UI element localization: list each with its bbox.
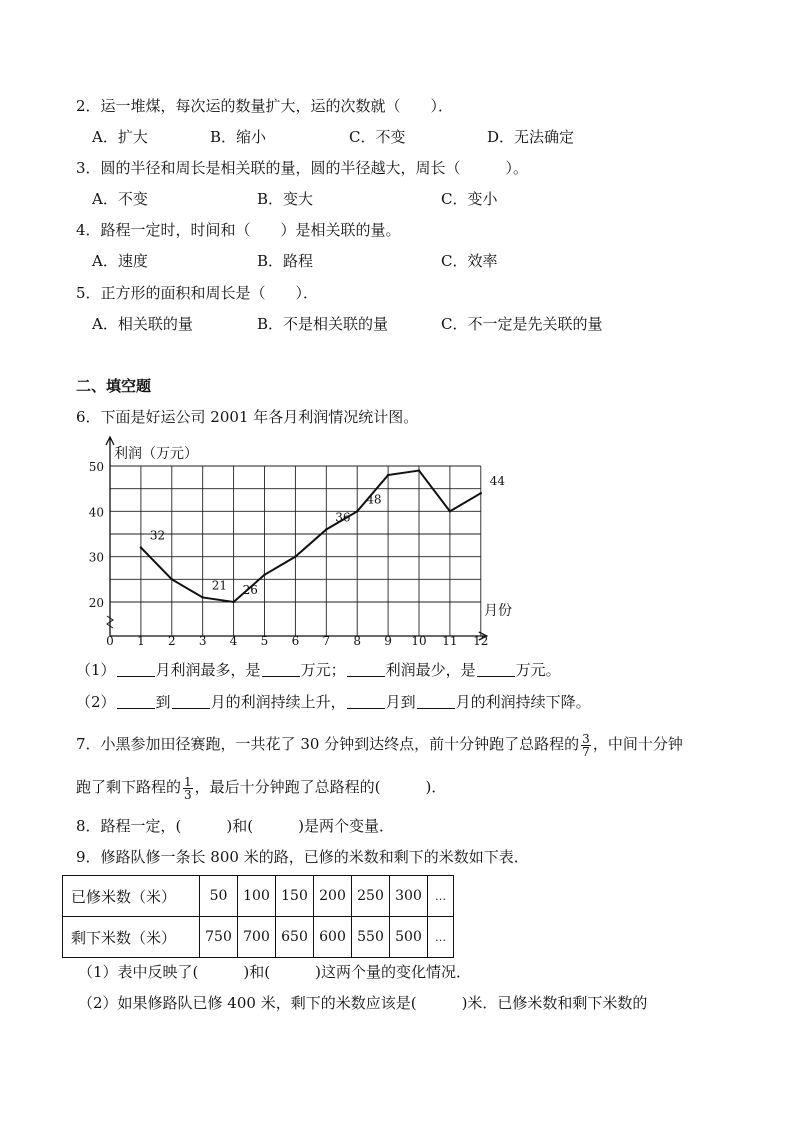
table-cell: 700 [238,917,276,958]
table-cell: … [428,917,454,958]
x-tick-label: 10 [411,634,427,648]
q6-sub2-text3: 月到 [385,693,416,711]
data-point [449,510,451,512]
profit-series-line [141,471,481,602]
data-label: 44 [489,474,506,489]
q6-sub2-text1: 到 [155,693,171,711]
x-tick-label: 7 [322,634,331,648]
chart-series [140,469,482,603]
table-cell: 600 [314,917,352,958]
q6-sub1-text2: 万元； [300,661,346,679]
table-cell: 250 [352,876,390,917]
q9-stem: 9．修路队修一条长 800 米的路，已修的米数和剩下的米数如下表． [76,848,529,866]
x-tick-label: 5 [260,634,269,648]
table-cell: 100 [238,876,276,917]
blank-max-profit[interactable] [262,662,300,677]
table-cell: 550 [352,917,390,958]
q2-option-d[interactable]: D．无法确定 [487,128,575,146]
section-title: 二、填空题 [76,377,152,395]
fraction-numerator: 1 [184,774,192,789]
table-cell: 150 [276,876,314,917]
table-row [63,917,454,958]
data-point [232,601,234,603]
data-point [263,574,265,576]
q5-stem: 5．正方形的面积和周长是（ ）． [76,284,319,302]
x-tick-label: 12 [473,634,489,648]
chart-ticks [89,460,489,648]
q4-stem: 4．路程一定时，时间和（ ）是相关联的量。 [76,221,401,239]
q3-option-c[interactable]: C．变小 [441,190,498,208]
profit-line-chart [88,434,518,649]
fraction-three-sevenths [581,733,591,758]
blank-fall-start[interactable] [347,694,385,709]
table-cell: 650 [276,917,314,958]
x-tick-label: 6 [291,634,300,648]
x-tick-label: 3 [198,634,207,648]
road-table [62,875,454,958]
table-cell: 200 [314,876,352,917]
y-tick-label: 40 [88,505,104,520]
y-tick-label: 50 [88,460,104,474]
q5-option-a[interactable]: A．相关联的量 [92,315,193,333]
q6-sub2 [76,692,591,712]
data-point [140,546,142,548]
q7-text1: 7．小黑参加田径赛跑，一共花了 30 分钟到达终点，前十分钟跑了总路程的 [76,735,580,753]
blank-fall-end[interactable] [417,694,455,709]
q2-option-a[interactable]: A．扩大 [92,128,148,146]
q4-option-b[interactable]: B．路程 [257,252,314,270]
y-axis-break [107,616,113,628]
q2-option-b[interactable]: B．缩小 [210,128,267,146]
table-row [63,876,454,917]
fraction-one-third [183,776,193,801]
blank-min-profit[interactable] [477,662,515,677]
q3-option-a[interactable]: A．不变 [92,190,148,208]
chart-data-labels [150,474,506,597]
data-label: 48 [366,492,382,507]
x-tick-label: 2 [167,634,176,648]
x-tick-label: 8 [353,634,362,648]
q6-sub2-text4: 月的利润持续下降。 [455,693,591,711]
table-cell: 300 [390,876,428,917]
y-axis-label: 利润（万元） [114,446,198,462]
data-label: 32 [149,528,166,543]
y-tick-label: 20 [88,596,104,610]
q3-option-b[interactable]: B．变大 [257,190,314,208]
data-point [480,492,482,494]
q6-sub1-text3: 利润最少，是 [385,661,476,679]
chart-grid [110,466,481,636]
blank-max-month[interactable] [117,662,155,677]
fraction-denominator: 7 [582,744,590,759]
row-header-built: 已修米数（米） [63,876,200,917]
data-label: 26 [242,583,258,597]
x-axis-label: 月份 [484,603,512,619]
data-point [356,510,358,512]
q7-line1 [76,731,683,758]
q6-sub1-text1: 月利润最多，是 [155,661,261,679]
q7-text3: 跑了剩下路程的 [76,778,182,796]
q6-sub1 [76,660,561,680]
data-point [325,528,327,530]
blank-rise-start[interactable] [117,694,155,709]
q2-stem: 2．运一堆煤，每次运的数量扩大，运的次数就（ ）． [76,97,454,115]
table-cell: 750 [200,917,238,958]
q4-option-c[interactable]: C．效率 [441,252,498,270]
row-header-remaining: 剩下米数（米） [63,917,200,958]
q6-stem: 6．下面是好运公司 2001 年各月利润情况统计图。 [76,408,419,426]
fraction-denominator: 3 [184,787,192,802]
data-point [294,555,296,557]
q6-sub2-prefix: （2） [76,693,116,711]
q9-sub2: （2）如果修路队已修 400 米，剩下的米数应该是( )米．已修米数和剩下米数的 [78,994,648,1012]
blank-min-month[interactable] [347,662,385,677]
q6-sub1-prefix: （1） [76,661,116,679]
q6-sub1-text4: 万元。 [515,661,561,679]
q3-stem: 3．圆的半径和周长是相关联的量，圆的半径越大，周长（ ）。 [76,159,529,177]
q7-text2: ，中间十分钟 [592,735,683,753]
data-point [202,596,204,598]
data-point [418,469,420,471]
fraction-numerator: 3 [582,731,590,746]
table-cell: 500 [390,917,428,958]
x-tick-label: 0 [106,634,114,648]
data-point [171,578,173,580]
blank-rise-end[interactable] [172,694,210,709]
table-cell: 50 [200,876,238,917]
data-point [387,474,389,476]
q7-line2 [76,774,446,801]
x-tick-label: 11 [442,634,458,648]
q4-option-a[interactable]: A．速度 [92,252,148,270]
q5-option-b[interactable]: B．不是相关联的量 [257,315,389,333]
q6-sub2-text2: 月的利润持续上升， [210,693,346,711]
table-cell: … [428,876,454,917]
data-label: 36 [335,510,351,525]
q8-stem: 8．路程一定，( )和( )是两个变量． [76,817,394,835]
x-tick-label: 4 [229,634,238,648]
y-tick-label: 30 [88,550,104,565]
x-tick-label: 1 [137,634,145,648]
q5-option-c[interactable]: C．不一定是先关联的量 [441,315,603,333]
data-label: 21 [211,578,227,593]
q7-text4: ，最后十分钟跑了总路程的( )． [194,778,447,796]
q9-sub1: （1）表中反映了( )和( )这两个量的变化情况． [78,963,471,981]
x-tick-label: 9 [384,634,392,648]
q2-option-c[interactable]: C．不变 [349,128,406,146]
